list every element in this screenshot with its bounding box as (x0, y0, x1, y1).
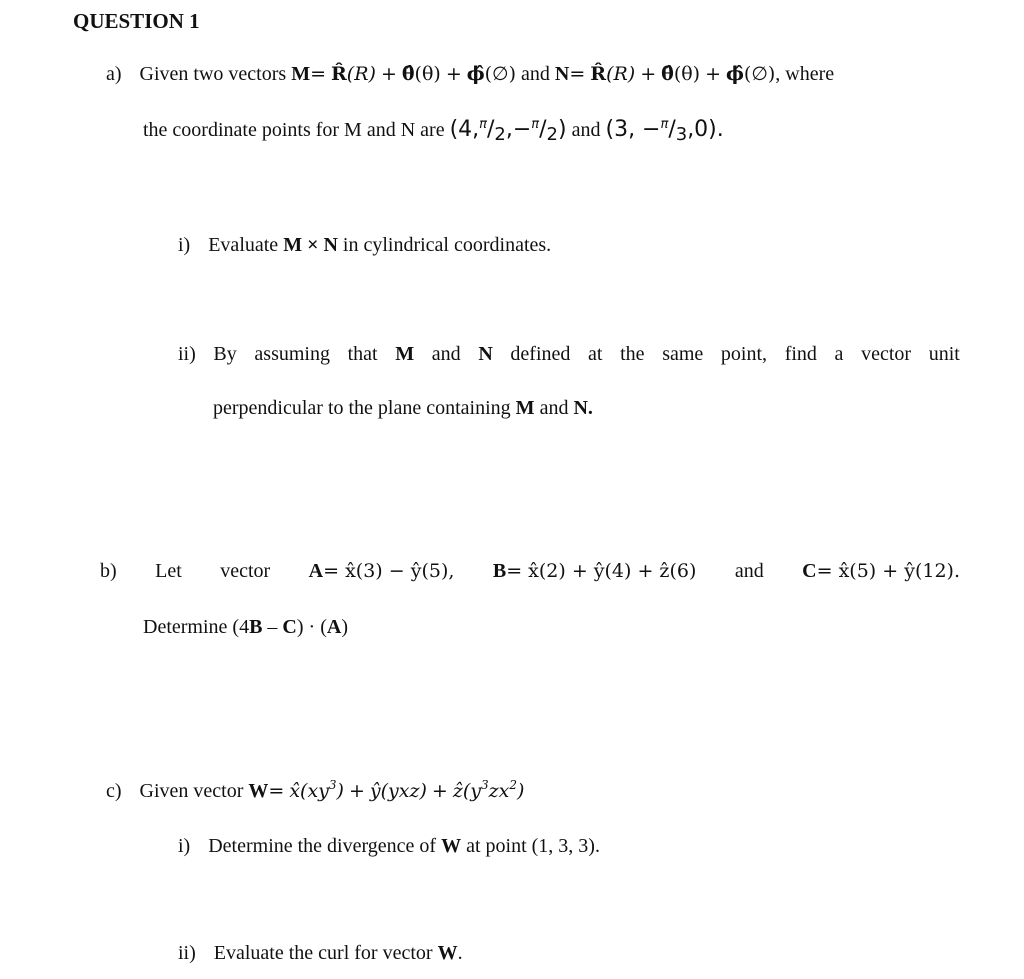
ii-word: that (347, 343, 378, 365)
let-text: Let (155, 560, 182, 582)
ii-word: point, (720, 343, 768, 365)
w-term-3: $ẑ(y^3zx^2)$ (452, 778, 525, 802)
part-c-i-label: i) (178, 835, 191, 857)
vector-C-def: C= x̂(5) + ŷ(12). (802, 560, 960, 582)
part-c-ii-W: W (437, 942, 458, 964)
w-term-2: ŷ(yxz) (369, 780, 427, 802)
part-c-intro: Given vector (139, 780, 244, 802)
plus-sign: + (348, 780, 365, 802)
ii-word: a (834, 343, 844, 365)
part-c-i (178, 836, 600, 856)
part-c-ii-text-pre: Evaluate the curl for vector (213, 942, 433, 964)
plus-sign: + (705, 63, 722, 85)
theta-hat: θ̂ (661, 63, 674, 85)
ii-M: M (395, 343, 415, 365)
ii-word: unit (928, 343, 960, 365)
coordinate-intro: the coordinate points for M and N are (143, 119, 445, 141)
ii-word: at (588, 343, 603, 365)
ii-line2-N: N. (573, 397, 593, 419)
r-arg: (R) (606, 63, 636, 85)
phi-arg: (∅) (743, 63, 776, 85)
point-2: (3, −$^\pi$/3,0). (605, 117, 724, 145)
part-c-ii: ii) Evaluate the curl for vector W. (178, 942, 463, 964)
ii-line2-and: and (539, 397, 569, 419)
where-text: , where (775, 63, 835, 85)
phi-arg: (∅) (484, 63, 517, 85)
ii-word: the (620, 343, 645, 365)
r-hat: R̂ (590, 63, 607, 85)
ii-word: assuming (254, 343, 330, 365)
part-a-line-2 (143, 117, 724, 145)
part-a-intro: Given two vectors (139, 63, 287, 85)
vector-W-name: W (248, 780, 269, 802)
w-term-1: $x̂(xy^3)$ (289, 778, 344, 802)
part-b-label: b) (100, 560, 117, 582)
equals-sign: = (569, 63, 586, 85)
part-c-i-W: W (441, 835, 462, 857)
and-text: and (521, 63, 550, 85)
equals-sign: = (310, 63, 326, 85)
cross-product-expr: M × N (283, 234, 338, 256)
part-b-line-1 (100, 561, 960, 581)
vector-B-def: B= x̂(2) + ŷ(4) + ẑ(6) (492, 560, 697, 582)
and-text: and (734, 560, 764, 582)
theta-hat: θ̂ (401, 63, 415, 85)
ii-word: defined (510, 343, 571, 365)
part-a-i-label: i) (178, 234, 191, 256)
ii-and: and (431, 343, 461, 365)
part-a-ii-line-1 (178, 344, 960, 364)
ii-line2-M: M (515, 397, 535, 419)
vector-M-name: M (291, 63, 311, 85)
part-a-ii-line-2-pre: perpendicular to the plane containing (213, 397, 511, 419)
r-hat: R̂ (331, 63, 347, 85)
part-c-ii-label: ii) (178, 942, 196, 964)
r-arg: (R) (346, 63, 376, 85)
vector-text: vector (220, 560, 271, 582)
ii-word: By (213, 343, 237, 365)
part-a-i-text-post: in cylindrical coordinates. (342, 234, 552, 256)
part-a-ii-label: ii) (178, 343, 196, 365)
part-a-line-1 (106, 64, 834, 84)
part-c-i-text-pre: Determine the divergence of (208, 835, 437, 857)
part-b-line-2: Determine (4B – C) · (A) (143, 616, 348, 638)
part-c-i-text-post: at point (1, 3, 3). (466, 835, 600, 857)
and-text: and (571, 119, 601, 141)
vector-A-def: A= x̂(3) − ŷ(5), (308, 560, 455, 582)
point-1: (4,$^\pi$/2,−$^\pi$/2) (449, 117, 567, 145)
part-a-i (178, 235, 551, 255)
plus-sign: + (431, 780, 448, 802)
phi-hat: ϕ̂ (726, 63, 744, 85)
plus-sign: + (445, 63, 462, 85)
part-a-i-text-pre: Evaluate (208, 234, 279, 256)
theta-arg: (θ) (414, 63, 441, 85)
part-a-ii-line-2 (213, 398, 593, 418)
theta-arg: (θ) (673, 63, 701, 85)
ii-word: vector (861, 343, 912, 365)
part-c-label: c) (106, 780, 122, 802)
vector-N-name: N (554, 63, 570, 85)
ii-word: same (662, 343, 704, 365)
phi-hat: ϕ̂ (466, 63, 485, 85)
question-title: QUESTION 1 (73, 9, 200, 33)
ii-word: find (784, 343, 817, 365)
plus-sign: + (380, 63, 397, 85)
ii-N: N (478, 343, 493, 365)
equals-sign: = (268, 780, 285, 802)
part-a-label: a) (106, 63, 122, 85)
part-c-line-1 (106, 778, 525, 802)
plus-sign: + (640, 63, 657, 85)
